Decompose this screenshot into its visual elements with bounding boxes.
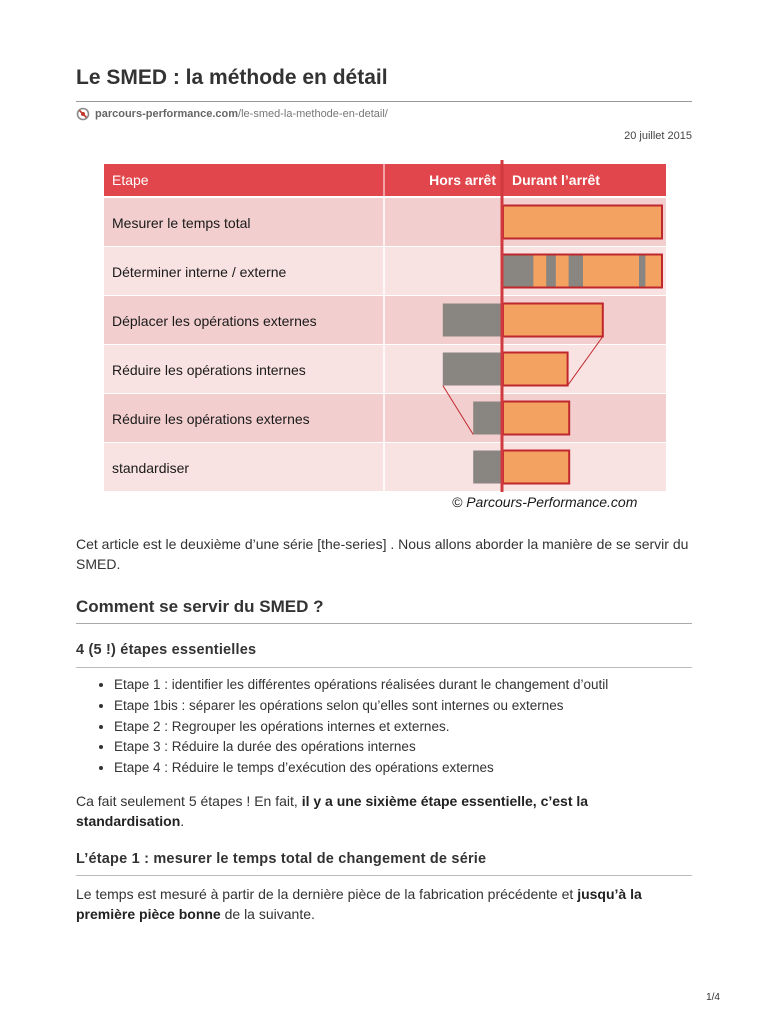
measurement-paragraph [76,884,692,924]
hors-arret-bar [443,304,502,337]
step-label: Déplacer les opérations externes [112,313,317,329]
internal-operation-segment [569,256,583,287]
sixth-step-paragraph [76,791,692,831]
list-item: • Etape 1bis : séparer les opérations selon qu’elles sont internes ou externes [114,696,730,717]
source-domain[interactable]: parcours-performance.com [95,108,239,120]
intro-paragraph: Cet article est le deuxième d’une série [the-series] . Nous allons aborder la manière de se servir du SMED. [76,536,689,572]
page-title: Le SMED : la méthode en détail [76,66,388,89]
durant-arret-bar [503,206,662,239]
paragraph-text: Le temps est mesuré à partir de la dernière pièce de la fabrication précédente et [76,886,578,902]
internal-operation-segment [546,256,556,287]
paragraph-text: . [180,813,185,829]
internal-operation-segment [503,256,533,287]
step-label: Réduire les opérations internes [112,362,306,378]
smed-steps-figure [104,160,666,512]
durant-arret-bar [503,353,568,386]
paragraph-emphasis: il y a une sixième étape essentielle, c’est la standardisation [76,793,589,829]
steps-subheading: 4 (5 !) étapes essentielles [76,642,257,658]
paragraph-emphasis: jusqu’à la première pièce bonne [76,886,642,922]
source-link[interactable] [76,107,388,121]
column-header-etape: Etape [112,172,149,188]
column-header-hors-arret: Hors arrêt [429,172,496,188]
paragraph-text: de la suivante. [220,906,315,922]
durant-arret-bar [503,402,569,435]
step1-subheading-divider [76,875,692,876]
durant-arret-bar [503,451,569,484]
list-item: • Etape 4 : Réduire le temps d’exécution des opérations externes [114,758,730,779]
smed-steps-diagram [104,160,666,512]
hors-arret-bar [473,402,502,435]
steps-list [76,675,730,779]
internal-operation-segment [639,256,645,287]
column-header-durant-arret: Durant l’arrêt [512,172,600,188]
list-item: • Etape 1 : identifier les différentes opérations réalisées durant le changement d’outil [114,675,730,696]
hors-arret-bar [473,451,502,484]
section-heading: Comment se servir du SMED ? [76,597,324,616]
source-path[interactable]: /le-smed-la-methode-en-detail/ [238,108,388,120]
page-number: 1/4 [706,992,720,1003]
figure-copyright: © Parcours-Performance.com [452,494,638,510]
paragraph-text: Ca fait seulement 5 étapes ! En fait, [76,793,302,809]
list-item: • Etape 3 : Réduire la durée des opérations internes [114,737,730,758]
steps-subheading-divider [76,667,692,668]
step-label: Réduire les opérations externes [112,411,310,427]
site-logo-icon [76,107,90,121]
step-label: standardiser [112,460,190,476]
publication-date: 20 juillet 2015 [624,130,692,142]
step-label: Mesurer le temps total [112,215,251,231]
list-item: • Etape 2 : Regrouper les opérations internes et externes. [114,717,730,738]
section-divider [76,623,692,624]
step-label: Déterminer interne / externe [112,264,287,280]
title-divider [76,101,692,102]
step1-subheading: L’étape 1 : mesurer le temps total de changement de série [76,851,487,867]
durant-arret-bar [503,304,603,337]
hors-arret-bar [443,353,502,386]
